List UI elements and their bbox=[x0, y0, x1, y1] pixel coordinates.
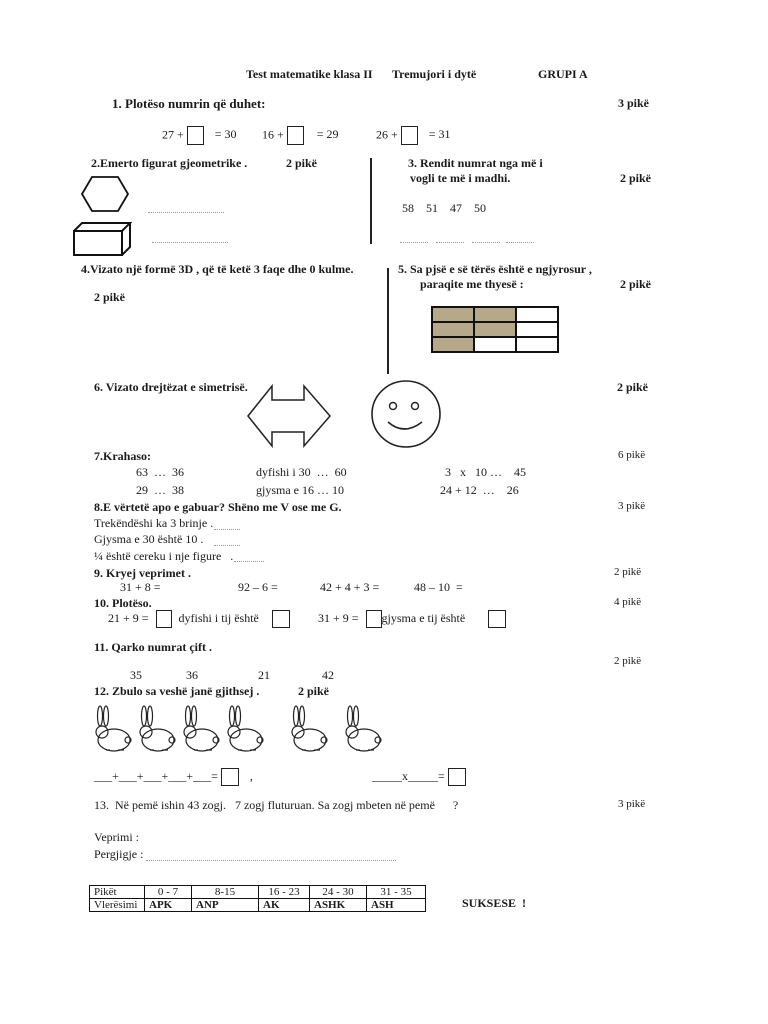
q3-answer-slot-2[interactable] bbox=[436, 242, 464, 243]
success-message: SUKSESE ! bbox=[462, 896, 527, 910]
q5-points: 2 pikë bbox=[620, 277, 652, 291]
score-cell: Vlerësimi bbox=[90, 899, 145, 912]
q9-points: 2 pikë bbox=[614, 566, 642, 578]
q6-points: 2 pikë bbox=[617, 380, 649, 394]
q10-b-expr: 31 + 9 = bbox=[318, 610, 359, 625]
q1-equation-1 bbox=[162, 126, 237, 145]
bunny-icon bbox=[140, 706, 175, 751]
q12-title: 12. Zbulo sa veshë janë gjithsej . bbox=[94, 684, 260, 698]
q10-a-text: dyfishi i tij është bbox=[178, 610, 259, 625]
cuboid-figure bbox=[72, 219, 134, 259]
fraction-cell bbox=[516, 322, 558, 337]
divider-q4-q5 bbox=[387, 268, 389, 374]
q12-sum-box[interactable] bbox=[221, 768, 239, 786]
q10-title: 10. Plotëso. bbox=[94, 596, 152, 610]
q3-numbers: 58 51 47 50 bbox=[402, 201, 486, 215]
q11-number-1[interactable]: 35 bbox=[130, 668, 142, 682]
divider-q2-q3 bbox=[370, 158, 372, 244]
score-cell: 24 - 30 bbox=[310, 886, 367, 899]
q1-eq3-right: = 31 bbox=[428, 127, 451, 142]
score-cell: 8-15 bbox=[192, 886, 259, 899]
q6-title: 6. Vizato drejtëzat e simetrisë. bbox=[94, 380, 248, 394]
q12-separator: , bbox=[249, 768, 253, 783]
q7-title: 7.Krahaso: bbox=[94, 449, 151, 463]
q1-equation-3 bbox=[376, 126, 451, 145]
bunny-illustrations bbox=[94, 704, 394, 756]
q5-title-line1: 5. Sa pjsë e së tërës është e ngjyrosur , bbox=[398, 262, 592, 276]
bunny-icon bbox=[292, 706, 327, 751]
score-cell: Pikët bbox=[90, 886, 145, 899]
fraction-grid bbox=[431, 306, 559, 353]
bunny-icon bbox=[228, 706, 263, 751]
q1-eq1-left: 27 + bbox=[162, 127, 184, 142]
q11-points: 2 pikë bbox=[614, 655, 642, 667]
q12-mul-box[interactable] bbox=[448, 768, 466, 786]
q10-a-expr: 21 + 9 = bbox=[108, 610, 149, 625]
q12-sum-line[interactable]: ___+___+___+___+___= bbox=[94, 768, 218, 783]
q3-title-line2: vogli te më i madhi. bbox=[410, 171, 511, 185]
q7-r1c1: 63 … 36 bbox=[136, 465, 184, 479]
score-cell: ANP bbox=[192, 899, 259, 912]
q8-statement-3: ¼ është cereku i nje figure . bbox=[94, 549, 234, 563]
score-cell: 16 - 23 bbox=[259, 886, 310, 899]
q12-points: 2 pikë bbox=[298, 684, 330, 698]
q1-answer-box-3[interactable] bbox=[401, 126, 418, 145]
q9-expr-1: 31 + 8 = bbox=[120, 580, 161, 594]
term-label: Tremujori i dytë bbox=[392, 67, 477, 81]
q11-number-2[interactable]: 36 bbox=[186, 668, 198, 682]
q12-mul-equation bbox=[372, 768, 466, 786]
q8-statement-1: Trekëndëshi ka 3 brinje . bbox=[94, 516, 214, 530]
q7-r1c3: 3 x 10 … 45 bbox=[445, 465, 526, 479]
score-table bbox=[89, 885, 426, 912]
q12-mul-line[interactable]: _____x_____= bbox=[372, 768, 445, 783]
q11-number-3[interactable]: 21 bbox=[258, 668, 270, 682]
q13-pergjigje-label: Pergjigje : bbox=[94, 847, 144, 861]
q3-title-line1: 3. Rendit numrat nga më i bbox=[408, 156, 543, 170]
q3-answer-slot-4[interactable] bbox=[506, 242, 534, 243]
score-cell: APK bbox=[145, 899, 192, 912]
q1-eq1-right: = 30 bbox=[214, 127, 237, 142]
q13-title: 13. Në pemë ishin 43 zogj. 7 zogj fluturuan. Sa zogj mbeten në pemë ? bbox=[94, 798, 459, 812]
fraction-cell-shaded bbox=[432, 337, 474, 352]
q7-r2c1: 29 … 38 bbox=[136, 483, 184, 497]
fraction-cell-shaded bbox=[474, 307, 516, 322]
q1-title: 1. Plotëso numrin që duhet: bbox=[112, 96, 266, 111]
q4-points: 2 pikë bbox=[94, 290, 126, 304]
q8-title: 8.E vërtetë apo e gabuar? Shëno me V ose me G. bbox=[94, 500, 342, 514]
q10-b-box-2[interactable] bbox=[488, 610, 506, 628]
fraction-cell-shaded bbox=[432, 322, 474, 337]
score-cell: 31 - 35 bbox=[367, 886, 426, 899]
bunny-icon bbox=[346, 706, 381, 751]
score-table-row-points bbox=[90, 886, 426, 899]
q7-r1c2: dyfishi i 30 … 60 bbox=[256, 465, 347, 479]
q3-answer-slot-1[interactable] bbox=[400, 242, 428, 243]
score-table-row-grades bbox=[90, 899, 426, 912]
q7-r2c2: gjysma e 16 … 10 bbox=[256, 483, 344, 497]
q10-b-box-1[interactable] bbox=[366, 610, 382, 628]
q4-title: 4.Vizato një formë 3D , që të ketë 3 faqe dhe 0 kulme. bbox=[81, 262, 354, 276]
score-cell: 0 - 7 bbox=[145, 886, 192, 899]
fraction-cell-shaded bbox=[474, 322, 516, 337]
q10-points: 4 pikë bbox=[614, 596, 642, 608]
q11-number-4[interactable]: 42 bbox=[322, 668, 334, 682]
q2-answer-line-2[interactable] bbox=[152, 242, 228, 243]
q2-answer-line-1[interactable] bbox=[148, 212, 224, 213]
q13-points: 3 pikë bbox=[618, 798, 646, 810]
q8-answer-1[interactable] bbox=[214, 529, 240, 530]
q3-points: 2 pikë bbox=[620, 171, 652, 185]
q1-equation-2 bbox=[262, 126, 339, 145]
q8-answer-3[interactable] bbox=[234, 561, 264, 562]
q13-veprimi-label: Veprimi : bbox=[94, 830, 139, 844]
q13-answer-line[interactable] bbox=[146, 860, 396, 861]
q1-points: 3 pikë bbox=[618, 96, 650, 110]
q2-points: 2 pikë bbox=[286, 156, 318, 170]
q8-answer-2[interactable] bbox=[214, 545, 240, 546]
group-label: GRUPI A bbox=[538, 67, 588, 81]
q7-r2c3: 24 + 12 … 26 bbox=[440, 483, 519, 497]
q10-a-box-2[interactable] bbox=[272, 610, 290, 628]
score-cell: ASH bbox=[367, 899, 426, 912]
fraction-cell bbox=[474, 337, 516, 352]
q10-b-text: gjysma e tij është bbox=[381, 610, 466, 625]
q10-part-b bbox=[318, 610, 506, 628]
q12-sum-equation bbox=[94, 768, 253, 786]
q11-title: 11. Qarko numrat çift . bbox=[94, 640, 212, 654]
q1-eq2-left: 16 + bbox=[262, 127, 284, 142]
q1-answer-box-1[interactable] bbox=[187, 126, 204, 145]
q8-points: 3 pikë bbox=[618, 500, 646, 512]
q9-title: 9. Kryej veprimet . bbox=[94, 566, 191, 580]
score-cell: AK bbox=[259, 899, 310, 912]
double-arrow-shape bbox=[246, 384, 332, 448]
q10-part-a bbox=[108, 610, 290, 628]
hexagon-figure bbox=[80, 175, 130, 215]
q10-a-box-1[interactable] bbox=[156, 610, 172, 628]
q9-expr-4: 48 – 10 = bbox=[414, 580, 463, 594]
q1-eq3-left: 26 + bbox=[376, 127, 398, 142]
test-title: Test matematike klasa II bbox=[246, 67, 373, 81]
fraction-cell bbox=[516, 337, 558, 352]
q1-answer-box-2[interactable] bbox=[287, 126, 304, 145]
q1-eq2-right: = 29 bbox=[316, 127, 339, 142]
fraction-cell-shaded bbox=[432, 307, 474, 322]
q8-statement-2: Gjysma e 30 është 10 . bbox=[94, 532, 204, 546]
q7-points: 6 pikë bbox=[618, 449, 646, 461]
q9-expr-2: 92 – 6 = bbox=[238, 580, 278, 594]
q9-expr-3: 42 + 4 + 3 = bbox=[320, 580, 380, 594]
smiley-face-shape bbox=[368, 378, 448, 450]
q2-title: 2.Emerto figurat gjeometrike . bbox=[91, 156, 248, 170]
fraction-cell bbox=[516, 307, 558, 322]
q3-answer-slot-3[interactable] bbox=[472, 242, 500, 243]
q5-title-line2: paraqite me thyesë : bbox=[420, 277, 524, 291]
score-cell: ASHK bbox=[310, 899, 367, 912]
bunny-icon bbox=[184, 706, 219, 751]
